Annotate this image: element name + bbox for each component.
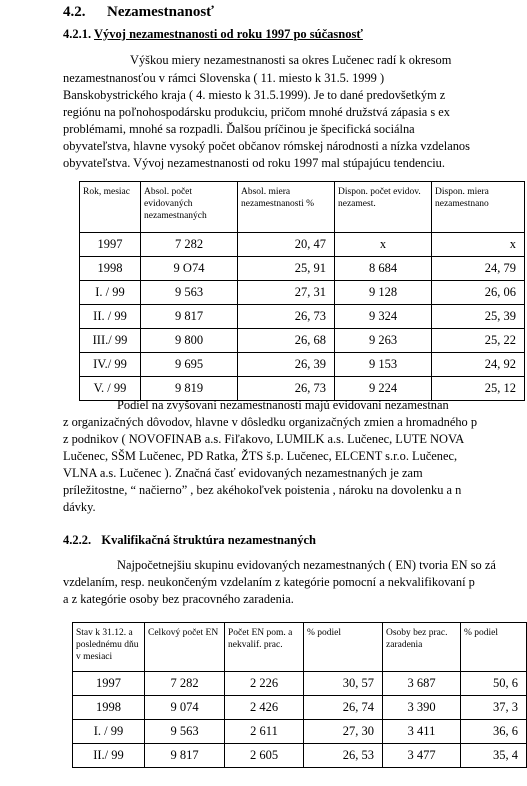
table-cell: 36, 6 [461,720,527,744]
table-cell: 25, 22 [432,329,525,353]
table-cell: 26, 74 [304,696,383,720]
table-cell: 9 O74 [141,257,238,281]
paragraph-line: Najpočetnejšiu skupinu evidovaných nezamestnaných ( EN) tvoria EN so zá [117,558,496,572]
table-cell: 3 687 [383,672,461,696]
table-cell: 9 563 [145,720,225,744]
table-cell: 1998 [80,257,141,281]
table-cell: 3 477 [383,744,461,768]
table-header-cell: Absol. počet evidovaných nezamestnaných [141,182,238,233]
paragraph-line: obyvateľstva, hlavne vysoký počet občanov rómskej národnosti a nízka vzdelanos [63,139,470,153]
table-cell: 2 611 [225,720,304,744]
table-cell: 2 605 [225,744,304,768]
table-cell: 24, 92 [432,353,525,377]
table-header-cell: % podiel [461,623,527,672]
table-cell: 7 282 [145,672,225,696]
paragraph-line: dávky. [63,500,96,514]
table-header-cell: Osoby bez prac. zaradenia [383,623,461,672]
section-number: 4.2. [63,4,86,20]
table-cell: 27, 30 [304,720,383,744]
table-cell: 9 153 [335,353,432,377]
table-cell: 1997 [80,233,141,257]
table-row [73,720,527,744]
unemployment-table [79,181,525,401]
table-cell: 20, 47 [238,233,335,257]
subsection-1-title: Vývoj nezamestnanosti od roku 1997 po súčasnosť [94,27,363,41]
table-cell: 9 128 [335,281,432,305]
table-cell: 26, 06 [432,281,525,305]
subsection-2-heading [63,533,316,548]
subsection-1-heading [63,27,363,42]
table-header-cell: Dispon. miera nezamestnano [432,182,525,233]
table-cell: 9 817 [145,744,225,768]
table-cell: II. / 99 [80,305,141,329]
paragraph-line: Banskobystrického kraja ( 4. miesto k 31.5.1999). Je to dané predovšetkým z [63,88,446,102]
table-cell: II./ 99 [73,744,145,768]
table-cell: IV./ 99 [80,353,141,377]
table-header-cell: Stav k 31.12. a poslednému dňu v mesiaci [73,623,145,672]
table-header-row [73,623,527,672]
table-row [80,281,525,305]
paragraph-line: príležitostne, “ načierno” , bez akéhokoľvek poistenia , nároku na dovolenku a n [63,483,462,497]
table-cell: 1998 [73,696,145,720]
table-row [80,353,525,377]
table-cell: 9 800 [141,329,238,353]
table-cell: 24, 79 [432,257,525,281]
paragraph-line: Výškou miery nezamestnanosti sa okres Lučenec radí k okresom [130,53,452,67]
table-cell: I. / 99 [80,281,141,305]
paragraph-line: vzdelaním, resp. neukončeným vzdelaním z kategórie pomocní a nekvalifikovaní p [63,575,475,589]
table-cell: 9 563 [141,281,238,305]
paragraph-line: Podiel na zvyšovaní nezamestnanosti majú evidovaní nezamestnan [117,398,449,412]
table-cell: 9 263 [335,329,432,353]
paragraph-line: z podnikov ( NOVOFINAB a.s. Fiľakovo, LUMILK a.s. Lučenec, LUTE NOVA [63,432,465,446]
table-row [80,329,525,353]
qualification-table [72,622,527,768]
table-cell: x [432,233,525,257]
table-cell: 25, 12 [432,377,525,401]
section-heading [63,4,214,21]
table-cell: 35, 4 [461,744,527,768]
table-cell: x [335,233,432,257]
table-cell: 25, 91 [238,257,335,281]
table-cell: 30, 57 [304,672,383,696]
table-cell: 27, 31 [238,281,335,305]
paragraph-line: regiónu na poľnohospodársku produkciu, pričom mnohé družstvá zápasia s ex [63,105,450,119]
table-header-cell: Dispon. počet evidov. nezamest. [335,182,432,233]
subsection-2-number: 4.2.2. [63,533,92,547]
table-cell: 9 695 [141,353,238,377]
table-header-row [80,182,525,233]
table-cell: 3 411 [383,720,461,744]
paragraph-line: Lučenec, SŠM Lučenec, PD Ratka, ŽTS š.p. Lučenec, ELCENT s.r.o. Lučenec, [63,449,458,463]
table-cell: 37, 3 [461,696,527,720]
table-cell: 26, 68 [238,329,335,353]
table-row [80,233,525,257]
table-cell: III./ 99 [80,329,141,353]
table-cell: 26, 73 [238,305,335,329]
table-row [73,672,527,696]
table-cell: V. / 99 [80,377,141,401]
table-cell: 3 390 [383,696,461,720]
table-row [80,257,525,281]
table-cell: 1997 [73,672,145,696]
paragraph-line: problémami, mnohé sa rozpadli. Ďalšou príčinou je špecifická sociálna [63,122,415,136]
section-title: Nezamestnanosť [107,4,214,20]
table-row [73,744,527,768]
table-cell: 26, 53 [304,744,383,768]
paragraph-line: z organizačných dôvodov, hlavne v dôsledku organizačných zmien a hromadného p [63,415,478,429]
subsection-2-title: Kvalifikačná štruktúra nezamestnaných [101,533,316,547]
table-cell: 7 282 [141,233,238,257]
table-cell: 2 226 [225,672,304,696]
table-cell: 9 224 [335,377,432,401]
table-cell: 26, 39 [238,353,335,377]
table-cell: 9 324 [335,305,432,329]
table-cell: 8 684 [335,257,432,281]
table-header-cell: Počet EN pom. a nekvalif. prac. [225,623,304,672]
table-row [80,305,525,329]
paragraph-line: a z kategórie osoby bez pracovného zaradenia. [63,592,294,606]
table-header-cell: Rok, mesiac [80,182,141,233]
table-row [73,696,527,720]
table-cell: 9 817 [141,305,238,329]
table-cell: 26, 73 [238,377,335,401]
table-cell: 50, 6 [461,672,527,696]
table-cell: 9 819 [141,377,238,401]
table-cell: 2 426 [225,696,304,720]
table-cell: I. / 99 [73,720,145,744]
paragraph-line: nezamestnanosťou v rámci Slovenska ( 11. miesto k 31.5. 1999 ) [63,71,385,85]
table-header-cell: % podiel [304,623,383,672]
paragraph-line: VLNA a.s. Lučenec ). Značná časť evidovaných nezamestnaných je zam [63,466,423,480]
table-header-cell: Absol. miera nezamestnanosti % [238,182,335,233]
table-header-cell: Celkový počet EN [145,623,225,672]
table-cell: 25, 39 [432,305,525,329]
subsection-1-number: 4.2.1. [63,27,92,41]
paragraph-line: obyvateľstva. Vývoj nezamestnanosti od roku 1997 mal stúpajúcu tendenciu. [63,156,445,170]
table-cell: 9 074 [145,696,225,720]
